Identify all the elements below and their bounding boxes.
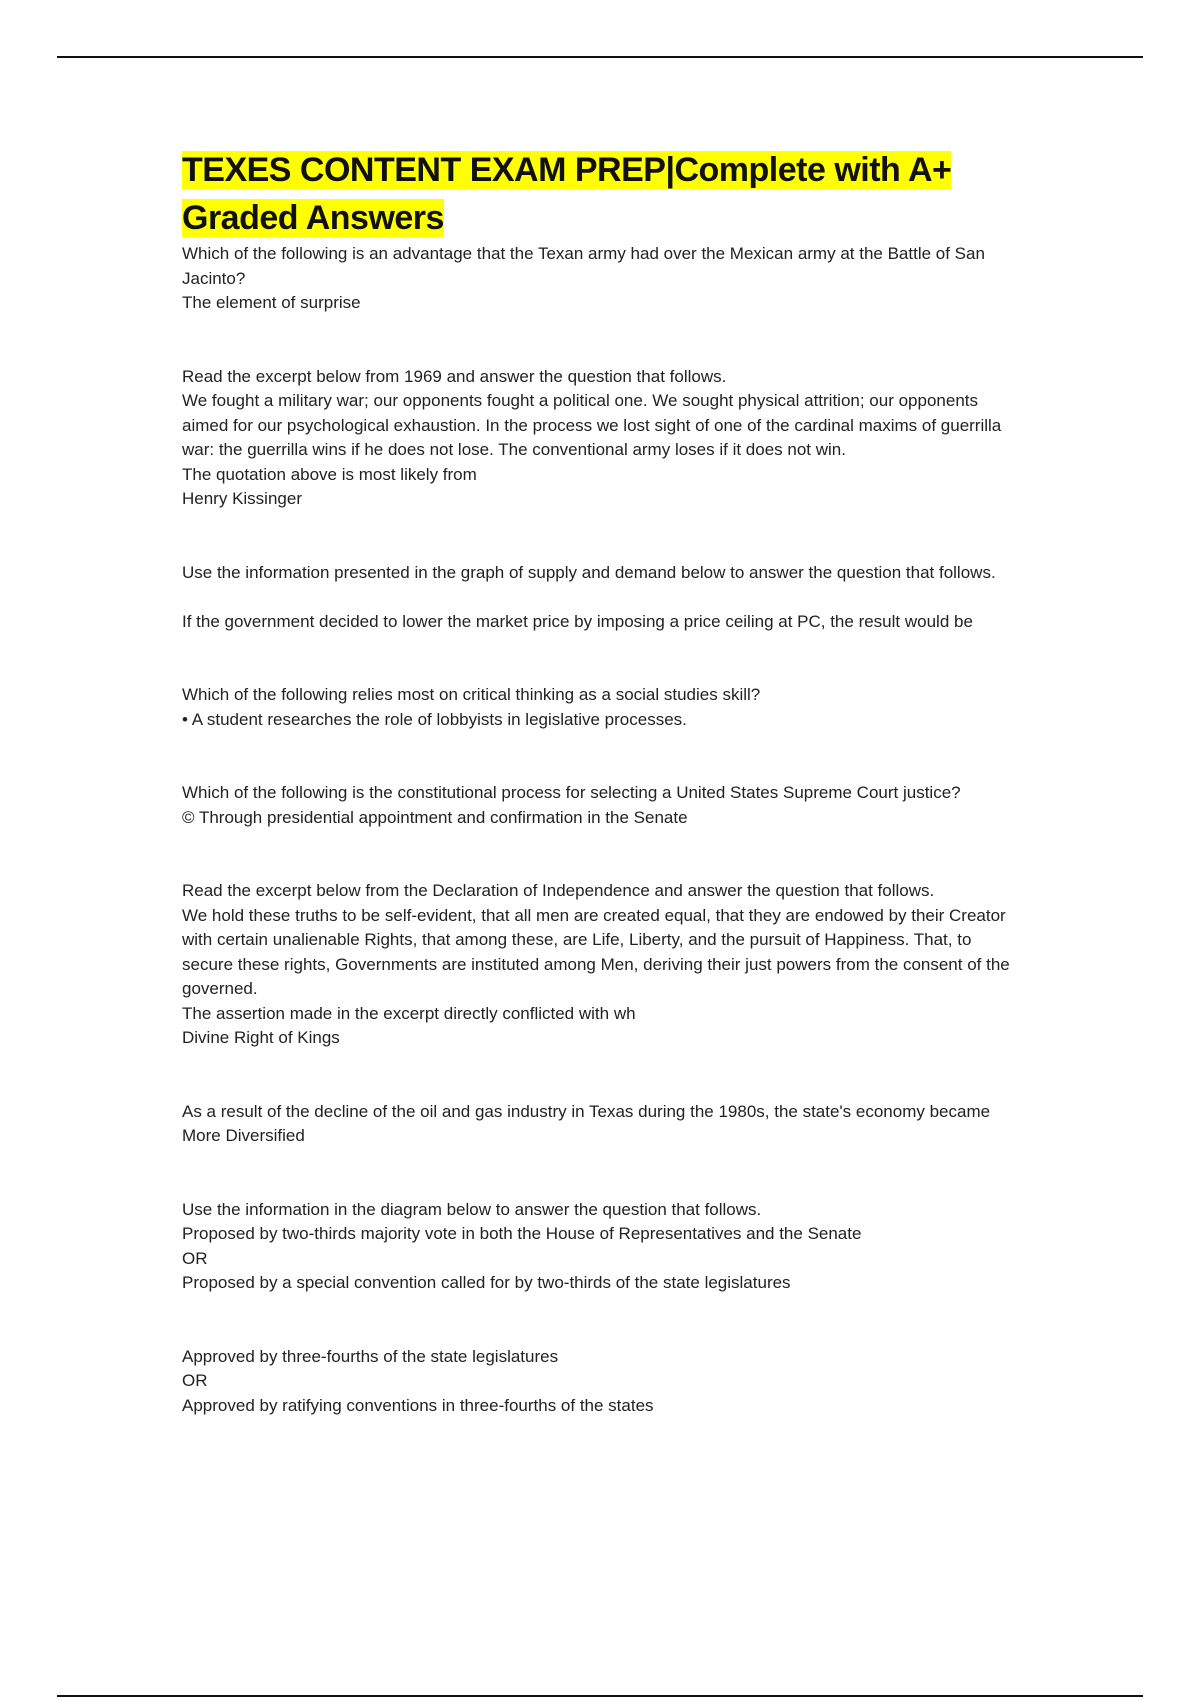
text-line: Which of the following relies most on critical thinking as a social studies skill? — [182, 685, 761, 704]
title-highlight: TEXES CONTENT EXAM PREP|Complete with A+ Graded Answers — [182, 151, 952, 237]
text-line: Which of the following is the constitutional process for selecting a United States Supreme Court justice? — [182, 783, 961, 802]
text-line: Read the excerpt below from the Declaration of Independence and answer the question that follows. — [182, 881, 935, 900]
text-line: Approved by ratifying conventions in three-fourths of the states — [182, 1395, 654, 1415]
text-line: Approved by three-fourths of the state legislatures — [182, 1346, 559, 1366]
block-spacer — [182, 830, 1022, 879]
block-spacer — [182, 634, 1022, 683]
text-line: • A student researches the role of lobbyists in legislative processes. — [182, 709, 687, 729]
text-line: Read the excerpt below from 1969 and answer the question that follows. — [182, 366, 727, 386]
qa-block — [182, 683, 1022, 732]
text-line: As a result of the decline of the oil and gas industry in Texas during the 1980s, the state's economy became — [182, 1101, 991, 1121]
text-line: We hold these truths to be self-evident, that all men are created equal, that they are endowed by their Creator with certain unalienable Rights, that among these, are Life, Liberty, and the pursuit of Happiness. That, to secure these rights, Governments are instituted among Men, deriving their just powers from the consent of the governed. — [182, 905, 1010, 998]
text-line: If the government decided to lower the market price by imposing a price ceiling at PC, the result would be — [182, 611, 973, 631]
block-spacer — [182, 1051, 1022, 1100]
block-spacer — [182, 1149, 1022, 1198]
qa-block — [182, 1198, 1022, 1296]
text-line: The assertion made in the excerpt directly conflicted with wh — [182, 1003, 636, 1023]
qa-block — [182, 1345, 1022, 1419]
text-line: More Diversified — [182, 1126, 305, 1145]
qa-block — [182, 879, 1022, 1051]
blank-line — [182, 585, 1022, 610]
block-spacer — [182, 1296, 1022, 1345]
qa-block — [182, 1100, 1022, 1149]
footer-rule — [57, 1695, 1143, 1697]
qa-list — [182, 242, 1022, 1418]
qa-block — [182, 781, 1022, 830]
block-spacer — [182, 316, 1022, 365]
text-line: Use the information presented in the graph of supply and demand below to answer the question that follows. — [182, 562, 996, 582]
qa-block — [182, 561, 1022, 635]
document-body — [182, 146, 1022, 1418]
text-line: We fought a military war; our opponents fought a political one. We sought physical attrition; our opponents aimed for our psychological exhaustion. In the process we lost sight of one of the cardinal maxims of guerrilla war: the guerrilla wins if he does not lose. The conventional army loses if it does not win. — [182, 391, 1002, 459]
qa-block — [182, 242, 1022, 316]
block-spacer — [182, 512, 1022, 561]
qa-block — [182, 365, 1022, 512]
text-line: OR — [182, 1371, 208, 1390]
text-line: © Through presidential appointment and confirmation in the Senate — [182, 807, 688, 827]
text-line: The element of surprise — [182, 293, 361, 312]
header-rule — [57, 56, 1143, 58]
block-spacer — [182, 732, 1022, 781]
text-line: Divine Right of Kings — [182, 1028, 340, 1047]
text-line: Henry Kissinger — [182, 489, 302, 508]
document-title — [182, 146, 1022, 242]
text-line: Proposed by two-thirds majority vote in both the House of Representatives and the Senate — [182, 1224, 862, 1243]
text-line: The quotation above is most likely from — [182, 464, 477, 484]
text-line: OR — [182, 1248, 208, 1268]
text-line: Use the information in the diagram below to answer the question that follows. — [182, 1199, 762, 1219]
text-line: Proposed by a special convention called for by two-thirds of the state legislatures — [182, 1273, 791, 1292]
text-line: Which of the following is an advantage that the Texan army had over the Mexican army at the Battle of San Jacinto? — [182, 244, 985, 288]
